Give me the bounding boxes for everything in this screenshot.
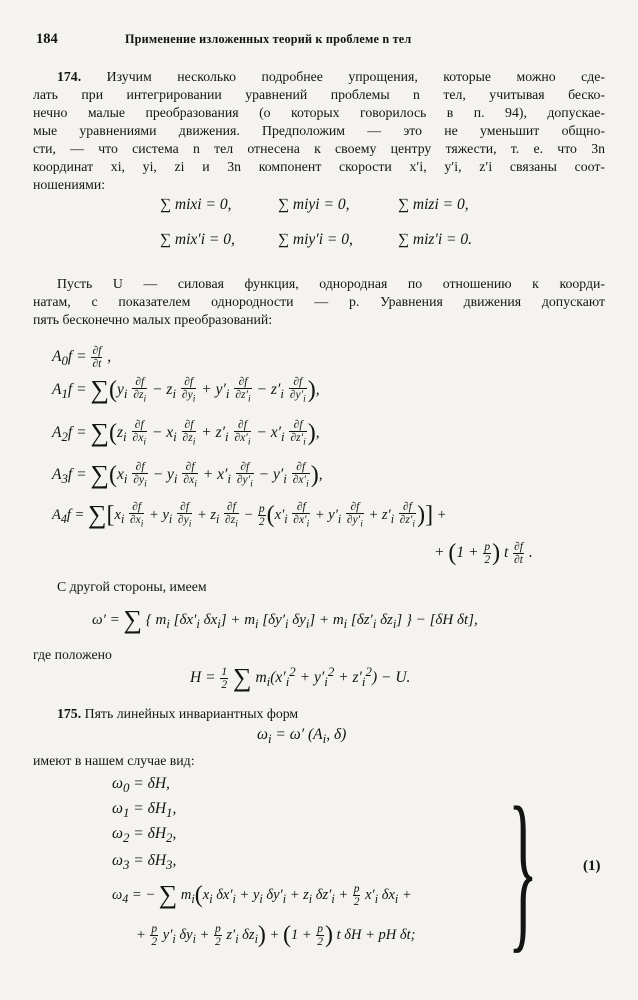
section-number: 174. — [57, 69, 82, 84]
para4-text: где положено — [33, 647, 112, 662]
sec174-line-3: нечно малые преобразования (о которых говорилось в п. 94), допускае- — [33, 105, 605, 120]
sec174-line-1: 174. Изучим несколько подробнее упрощения, которые можно сде- — [57, 69, 605, 84]
para3-text: С другой стороны, имеем — [57, 579, 207, 594]
sec174-line-5: сти, — что система n тел отнесена к своему центру тяжести, т. е. что 3n — [33, 141, 605, 156]
sec175-line-2: имеют в нашем случае вид: — [33, 753, 195, 768]
eq-a4-cont: + (1 + $\frac{p}{2}$ ) t $\frac{\partial f}{\partial t}$ . — [434, 540, 533, 566]
sec174-line-2: лать при интегрировании уравнений проблемы n тел, учитывая беско- — [33, 87, 605, 102]
sec175-line-1: 175. Пять линейных инвариантных форм — [57, 706, 299, 721]
page-title: Применение изложенных теорий к проблеме n тел — [125, 32, 412, 46]
running-header — [30, 31, 608, 53]
page-number: 184 — [36, 31, 58, 47]
right-brace: } — [508, 770, 538, 968]
para2-line-3: пять бесконечно малых преобразований: — [33, 312, 273, 327]
eq-omega-1: $\omega_1 = \delta H_1$, — [112, 800, 177, 821]
eq-hamiltonian: H = $\frac{1}{2}$ ∑ $m_i(x'_i^2 + y'_i^2 + z'_i^2) - U$. — [190, 663, 411, 692]
sec174-line-7: ношениями: — [33, 177, 106, 192]
para2-line-2: натам, с показателем однородности — p. Уравнения движения допускают — [33, 294, 605, 309]
sec174-line-6: координат xi, yi, zi и 3n компонент скорости x′i, y′i, z′i связаны соот- — [33, 159, 605, 174]
eq-omega-0: $\omega_0 = \delta H$, — [112, 775, 170, 796]
centroid-eq-5: ∑ miy′i = 0, — [278, 231, 353, 248]
eq-a2: $A_2f = \sum(z_i$ $\frac{\partial f}{\partial x_i}$ − $x_i$ $\frac{\partial f}{\partial z_i}$ + $z'_i$ $\frac{\partial f}{\partial x'_i}$ − $x'_i$ $\frac{\partial f}{\partial z'_i}$ ), — [52, 418, 320, 448]
eq-a4: $A_4f = \sum[x_i$ $\frac{\partial f}{\partial x_i}$ + $y_i$ $\frac{\partial f}{\partial y_i}$ + $z_i$ $\frac{\partial f}{\partial z_i}$ − $\frac{p}{2}$ ($x'_i$ $\frac{\partial f}{\partial x'_i}$ + $y'_i$ $\frac{\partial f}{\partial y'_i}$ + $z'_i$ $\frac{\partial f}{\partial z'_i}$ )] + — [52, 500, 447, 530]
centroid-eq-4: ∑ mix′i = 0, — [160, 231, 235, 248]
centroid-eq-3: ∑ mizi = 0, — [398, 196, 469, 213]
centroid-eq-2: ∑ miyi = 0, — [278, 196, 350, 213]
eq-a1: $A_1f = \sum(y_i$ $\frac{\partial f}{\partial z_i}$ − $z_i$ $\frac{\partial f}{\partial y_i}$ + $y'_i$ $\frac{\partial f}{\partial z'_i}$ − $z'_i$ $\frac{\partial f}{\partial y'_i}$ ), — [52, 375, 320, 405]
eq-a3: $A_3f = \sum(x_i$ $\frac{\partial f}{\partial y_i}$ − $y_i$ $\frac{\partial f}{\partial x_i}$ + $x'_i$ $\frac{\partial f}{\partial y'_i}$ − $y'_i$ $\frac{\partial f}{\partial x'_i}$ ), — [52, 460, 323, 490]
section-number-175: 175. — [57, 706, 82, 721]
eq-omega-prime: ω′ = ∑ { $m_i$ [$\delta x'_i$ $\delta x_i] + m_i$ [$\delta y'_i$ $\delta y_i] + m_i$ [$\delta z'_i$ $\delta z_i$] } − [δH δt], — [92, 605, 478, 634]
eq-omega-4-cont: + $\frac{p}{2}$ $y'_i$ $\delta y_i$ + $\frac{p}{2}$ $z'_i$ $\delta z_i) + (1$ + $\frac{p}{2}$ ) t δH + pH δt; — [136, 922, 416, 949]
equation-number: (1) — [583, 858, 601, 874]
para2-line-1: Пусть U — силовая функция, однородная по отношению к коорди- — [57, 276, 605, 291]
eq-omega-3: $\omega_3 = \delta H_3$, — [112, 852, 177, 873]
sec174-line-4: мые уравнениями движения. Предположим — это не уменьшит общно- — [33, 123, 605, 138]
eq-a0: $A_0f$ = $\frac{\partial f}{\partial t}$ , — [52, 345, 112, 370]
eq-omega-4: $\omega_4$ = − ∑ $m_i(x_i$ $\delta x'_i + y_i$ $\delta y'_i + z_i$ $\delta z'_i$ + $\frac{p}{2}$ $x'_i$ $\delta x_i$ + — [112, 880, 412, 909]
eq-omega-i: $\omega_i = \omega'$ ($A_i$, δ) — [257, 726, 347, 747]
centroid-eq-1: ∑ mixi = 0, — [160, 196, 232, 213]
centroid-eq-6: ∑ miz′i = 0. — [398, 231, 472, 248]
eq-omega-2: $\omega_2 = \delta H_2$, — [112, 825, 177, 846]
